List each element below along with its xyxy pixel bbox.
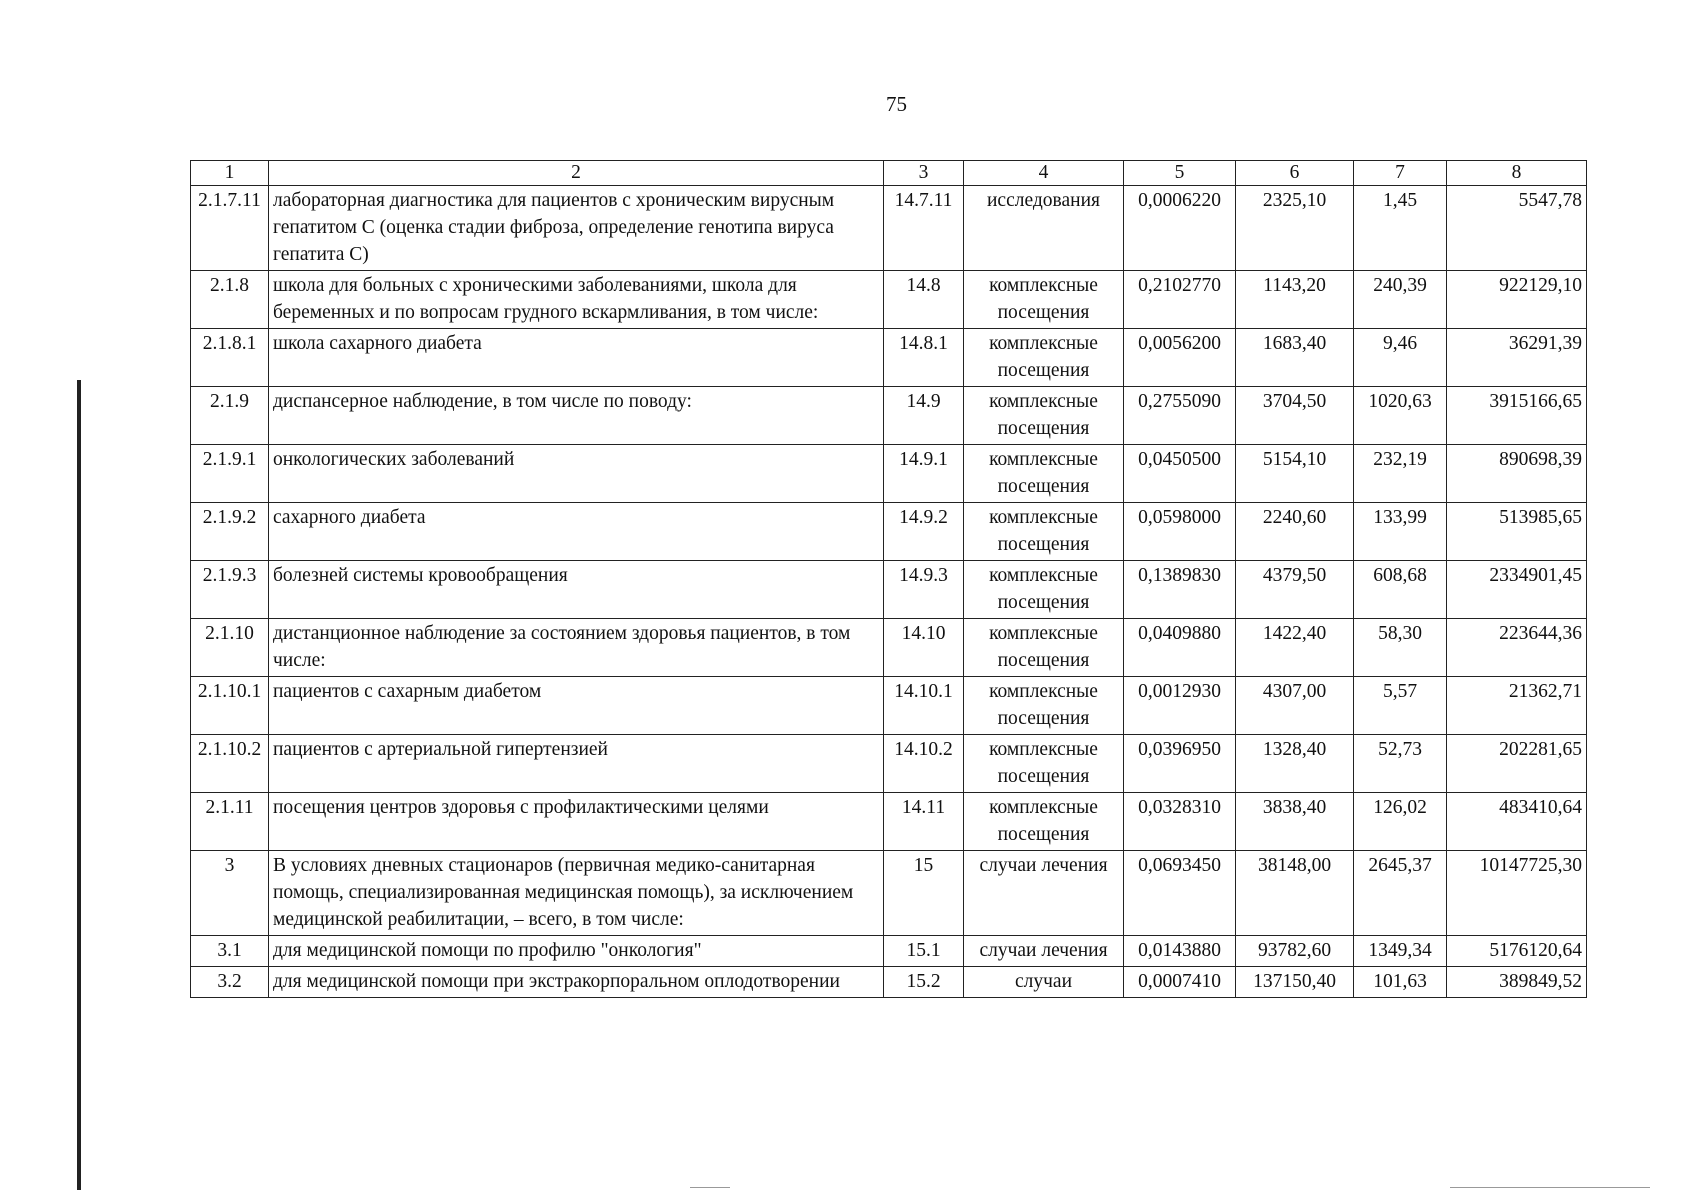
row-value-cell: 10147725,30 <box>1447 851 1587 936</box>
row-name-cell: онкологических заболеваний <box>269 445 884 503</box>
row-value-cell: 483410,64 <box>1447 793 1587 851</box>
row-value-cell: 0,1389830 <box>1124 561 1236 619</box>
row-value-cell: 5547,78 <box>1447 186 1587 271</box>
row-unit-cell: комплексные посещения <box>964 561 1124 619</box>
row-value-cell: 0,0012930 <box>1124 677 1236 735</box>
scan-artifact <box>1450 1187 1650 1188</box>
row-code-cell: 15 <box>884 851 964 936</box>
table-row <box>191 851 1587 936</box>
row-value-cell: 240,39 <box>1354 271 1447 329</box>
row-value-cell: 1349,34 <box>1354 936 1447 967</box>
row-unit-cell: случаи лечения <box>964 936 1124 967</box>
row-value-cell: 58,30 <box>1354 619 1447 677</box>
table-row <box>191 329 1587 387</box>
row-code-cell: 14.9.3 <box>884 561 964 619</box>
header-cell: 2 <box>269 161 884 186</box>
header-cell: 1 <box>191 161 269 186</box>
row-code-cell: 14.9.1 <box>884 445 964 503</box>
row-name-cell: школа для больных с хроническими заболеваниями, школа для беременных и по вопросам грудного вскармливания, в том числе: <box>269 271 884 329</box>
header-row <box>191 161 1587 186</box>
row-code-cell: 15.1 <box>884 936 964 967</box>
row-value-cell: 389849,52 <box>1447 967 1587 998</box>
table-row <box>191 561 1587 619</box>
row-value-cell: 1422,40 <box>1236 619 1354 677</box>
row-name-cell: сахарного диабета <box>269 503 884 561</box>
row-value-cell: 126,02 <box>1354 793 1447 851</box>
header-cell: 8 <box>1447 161 1587 186</box>
row-value-cell: 1143,20 <box>1236 271 1354 329</box>
table-row <box>191 936 1587 967</box>
row-unit-cell: комплексные посещения <box>964 271 1124 329</box>
row-value-cell: 133,99 <box>1354 503 1447 561</box>
row-value-cell: 3915166,65 <box>1447 387 1587 445</box>
row-name-cell: посещения центров здоровья с профилактическими целями <box>269 793 884 851</box>
row-value-cell: 223644,36 <box>1447 619 1587 677</box>
row-code-cell: 14.11 <box>884 793 964 851</box>
row-value-cell: 137150,40 <box>1236 967 1354 998</box>
table-row <box>191 271 1587 329</box>
row-value-cell: 1020,63 <box>1354 387 1447 445</box>
row-value-cell: 5176120,64 <box>1447 936 1587 967</box>
table-row <box>191 503 1587 561</box>
header-cell: 4 <box>964 161 1124 186</box>
header-cell: 5 <box>1124 161 1236 186</box>
row-value-cell: 1,45 <box>1354 186 1447 271</box>
row-value-cell: 202281,65 <box>1447 735 1587 793</box>
row-value-cell: 5,57 <box>1354 677 1447 735</box>
row-value-cell: 513985,65 <box>1447 503 1587 561</box>
row-value-cell: 0,0056200 <box>1124 329 1236 387</box>
row-code-cell: 14.8.1 <box>884 329 964 387</box>
row-value-cell: 0,2755090 <box>1124 387 1236 445</box>
table-row <box>191 793 1587 851</box>
row-name-cell: лабораторная диагностика для пациентов с хроническим вирусным гепатитом С (оценка стадии фиброза, определение генотипа вируса гепатита С) <box>269 186 884 271</box>
row-value-cell: 922129,10 <box>1447 271 1587 329</box>
table-row <box>191 677 1587 735</box>
table-row <box>191 445 1587 503</box>
row-number-cell: 3.2 <box>191 967 269 998</box>
row-number-cell: 2.1.11 <box>191 793 269 851</box>
tariff-table <box>190 160 1587 998</box>
row-code-cell: 15.2 <box>884 967 964 998</box>
table-row <box>191 387 1587 445</box>
row-value-cell: 1683,40 <box>1236 329 1354 387</box>
row-unit-cell: исследования <box>964 186 1124 271</box>
row-unit-cell: комплексные посещения <box>964 503 1124 561</box>
row-code-cell: 14.10.1 <box>884 677 964 735</box>
row-number-cell: 2.1.10 <box>191 619 269 677</box>
row-value-cell: 52,73 <box>1354 735 1447 793</box>
row-code-cell: 14.9 <box>884 387 964 445</box>
row-value-cell: 232,19 <box>1354 445 1447 503</box>
row-unit-cell: комплексные посещения <box>964 445 1124 503</box>
row-name-cell: дистанционное наблюдение за состоянием здоровья пациентов, в том числе: <box>269 619 884 677</box>
row-code-cell: 14.8 <box>884 271 964 329</box>
row-value-cell: 1328,40 <box>1236 735 1354 793</box>
row-value-cell: 101,63 <box>1354 967 1447 998</box>
row-code-cell: 14.10 <box>884 619 964 677</box>
row-value-cell: 608,68 <box>1354 561 1447 619</box>
row-name-cell: для медицинской помощи при экстракорпоральном оплодотворении <box>269 967 884 998</box>
row-value-cell: 890698,39 <box>1447 445 1587 503</box>
row-name-cell: В условиях дневных стационаров (первичная медико-санитарная помощь, специализированная медицинская помощь), за исключением медицинской реабилитации, – всего, в том числе: <box>269 851 884 936</box>
row-value-cell: 3704,50 <box>1236 387 1354 445</box>
row-value-cell: 36291,39 <box>1447 329 1587 387</box>
row-value-cell: 5154,10 <box>1236 445 1354 503</box>
row-number-cell: 2.1.10.1 <box>191 677 269 735</box>
row-name-cell: болезней системы кровообращения <box>269 561 884 619</box>
row-value-cell: 2645,37 <box>1354 851 1447 936</box>
row-name-cell: диспансерное наблюдение, в том числе по поводу: <box>269 387 884 445</box>
row-unit-cell: комплексные посещения <box>964 793 1124 851</box>
row-value-cell: 0,0450500 <box>1124 445 1236 503</box>
row-unit-cell: комплексные посещения <box>964 735 1124 793</box>
header-cell: 3 <box>884 161 964 186</box>
row-value-cell: 2325,10 <box>1236 186 1354 271</box>
row-unit-cell: комплексные посещения <box>964 677 1124 735</box>
row-value-cell: 0,0598000 <box>1124 503 1236 561</box>
row-number-cell: 2.1.10.2 <box>191 735 269 793</box>
row-unit-cell: комплексные посещения <box>964 329 1124 387</box>
row-value-cell: 0,0693450 <box>1124 851 1236 936</box>
row-number-cell: 2.1.9 <box>191 387 269 445</box>
row-name-cell: для медицинской помощи по профилю "онкология" <box>269 936 884 967</box>
row-number-cell: 2.1.9.3 <box>191 561 269 619</box>
row-value-cell: 2240,60 <box>1236 503 1354 561</box>
row-unit-cell: случаи лечения <box>964 851 1124 936</box>
row-value-cell: 3838,40 <box>1236 793 1354 851</box>
row-number-cell: 2.1.8 <box>191 271 269 329</box>
row-value-cell: 4307,00 <box>1236 677 1354 735</box>
row-value-cell: 0,0006220 <box>1124 186 1236 271</box>
row-value-cell: 9,46 <box>1354 329 1447 387</box>
row-value-cell: 93782,60 <box>1236 936 1354 967</box>
table-row <box>191 186 1587 271</box>
row-value-cell: 0,0007410 <box>1124 967 1236 998</box>
row-unit-cell: комплексные посещения <box>964 387 1124 445</box>
row-number-cell: 3 <box>191 851 269 936</box>
row-name-cell: пациентов с сахарным диабетом <box>269 677 884 735</box>
table-row <box>191 619 1587 677</box>
row-unit-cell: случаи <box>964 967 1124 998</box>
row-value-cell: 0,0328310 <box>1124 793 1236 851</box>
row-number-cell: 2.1.7.11 <box>191 186 269 271</box>
row-code-cell: 14.7.11 <box>884 186 964 271</box>
row-number-cell: 2.1.9.1 <box>191 445 269 503</box>
row-number-cell: 2.1.8.1 <box>191 329 269 387</box>
row-value-cell: 38148,00 <box>1236 851 1354 936</box>
header-cell: 6 <box>1236 161 1354 186</box>
table-row <box>191 967 1587 998</box>
row-value-cell: 4379,50 <box>1236 561 1354 619</box>
row-unit-cell: комплексные посещения <box>964 619 1124 677</box>
header-cell: 7 <box>1354 161 1447 186</box>
scan-artifact <box>690 1187 730 1188</box>
row-name-cell: пациентов с артериальной гипертензией <box>269 735 884 793</box>
row-value-cell: 0,2102770 <box>1124 271 1236 329</box>
row-code-cell: 14.10.2 <box>884 735 964 793</box>
row-number-cell: 3.1 <box>191 936 269 967</box>
row-name-cell: школа сахарного диабета <box>269 329 884 387</box>
page-number: 75 <box>886 92 907 116</box>
row-value-cell: 0,0143880 <box>1124 936 1236 967</box>
scan-margin-line <box>77 380 81 1190</box>
row-value-cell: 0,0409880 <box>1124 619 1236 677</box>
table-row <box>191 735 1587 793</box>
row-value-cell: 21362,71 <box>1447 677 1587 735</box>
row-value-cell: 2334901,45 <box>1447 561 1587 619</box>
row-number-cell: 2.1.9.2 <box>191 503 269 561</box>
row-value-cell: 0,0396950 <box>1124 735 1236 793</box>
row-code-cell: 14.9.2 <box>884 503 964 561</box>
